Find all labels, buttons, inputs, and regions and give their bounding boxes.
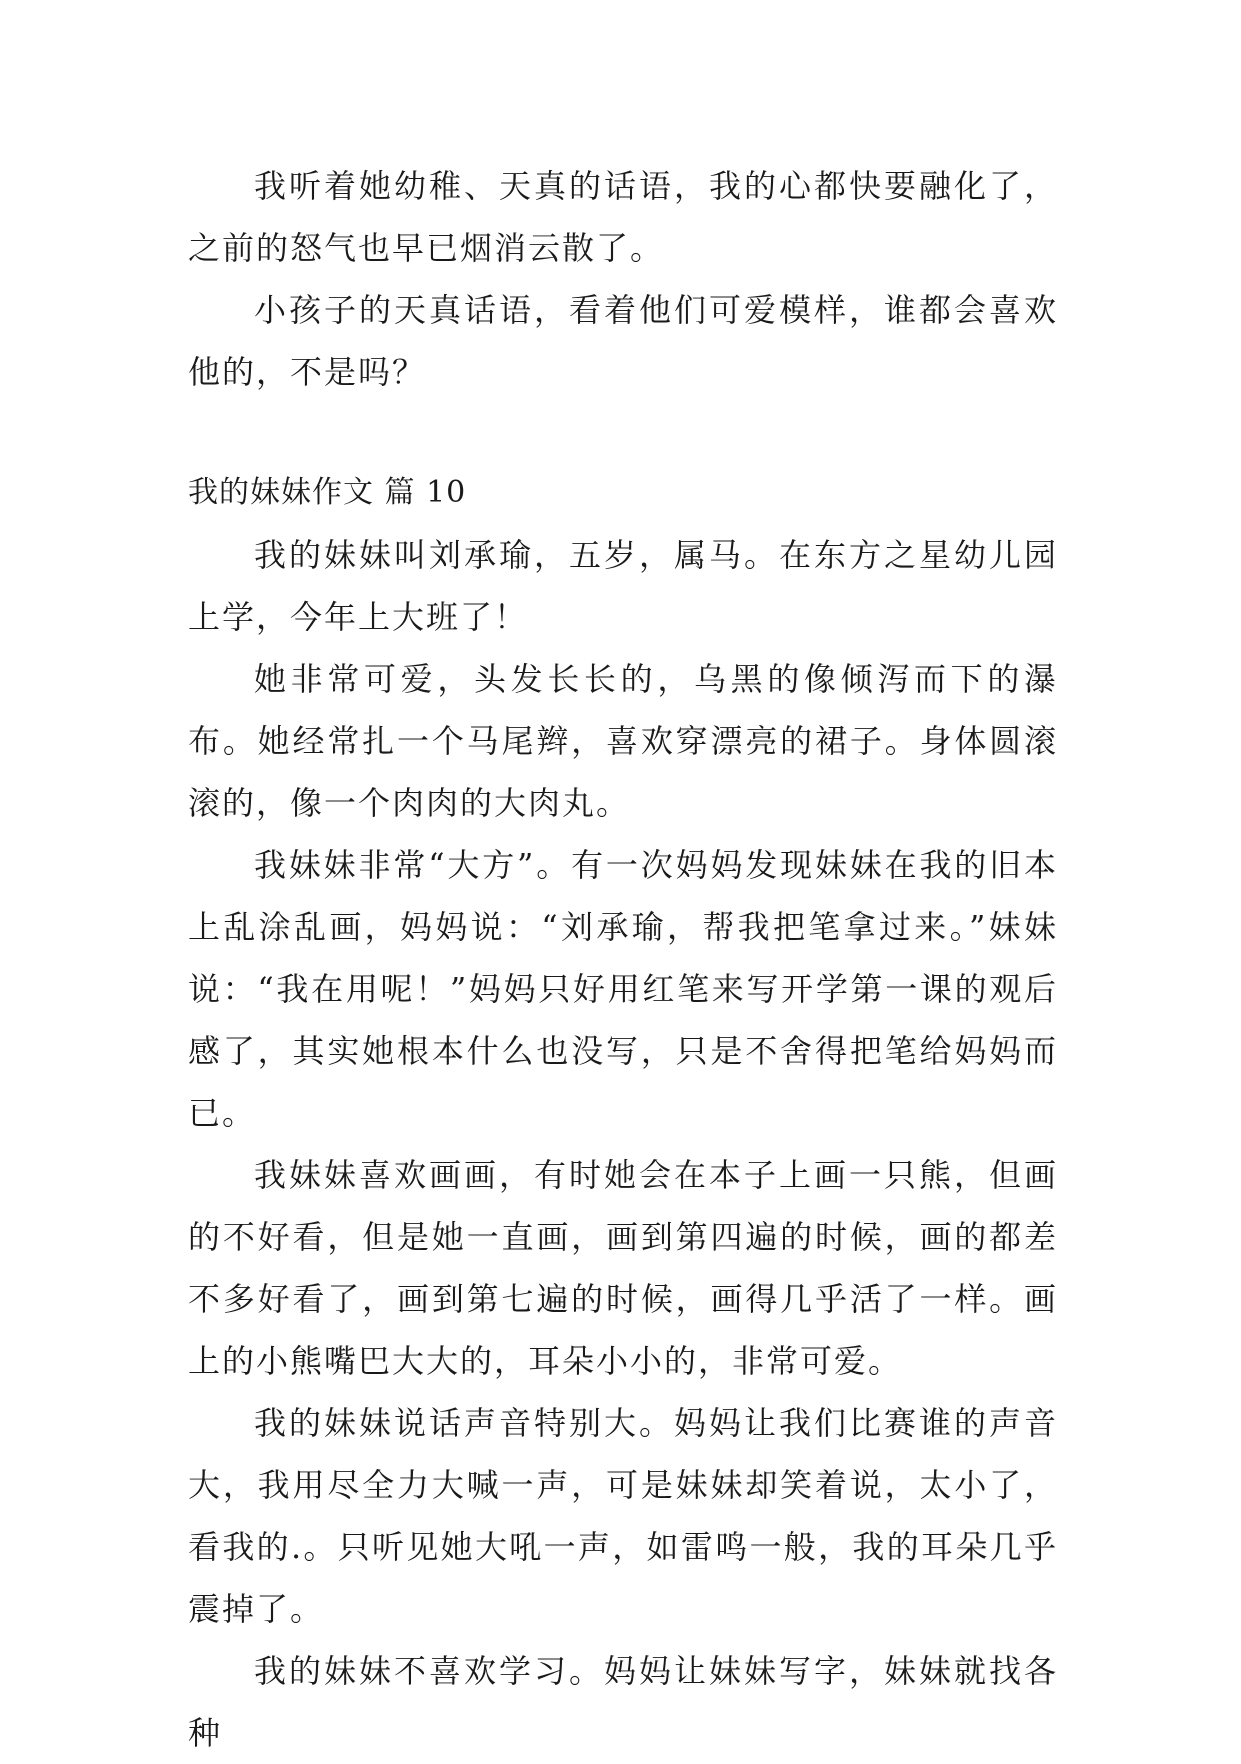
document-body	[188, 155, 1058, 1764]
paragraph-5: 我的妹妹说话声音特别大。妈妈让我们比赛谁的声音大，我用尽全力大喊一声，可是妹妹却笑着说，太小了，看我的.。只听见她大吼一声，如雷鸣一般，我的耳朵几乎震掉了。	[188, 1404, 1058, 1628]
section-title: 我的妹妹作文 篇 10	[188, 475, 467, 510]
paragraph-4: 我妹妹喜欢画画，有时她会在本子上画一只熊，但画的不好看，但是她一直画，画到第四遍的时候，画的都差不多好看了，画到第七遍的时候，画得几乎活了一样。画上的小熊嘴巴大大的，耳朵小小的，非常可爱。	[188, 1156, 1058, 1380]
paragraph-6: 我的妹妹不喜欢学习。妈妈让妹妹写字，妹妹就找各种	[188, 1652, 1058, 1752]
intro-paragraph-2: 小孩子的天真话语，看着他们可爱模样，谁都会喜欢他的，不是吗？	[188, 291, 1058, 391]
paragraph-3: 我妹妹非常“大方”。有一次妈妈发现妹妹在我的旧本上乱涂乱画，妈妈说：“刘承瑜，帮我把笔拿过来。”妹妹说：“我在用呢！”妈妈只好用红笔来写开学第一课的观后感了，其实她根本什么也没写，只是不舍得把笔给妈妈而已。	[188, 846, 1058, 1132]
paragraph-2: 她非常可爱，头发长长的，乌黑的像倾泻而下的瀑布。她经常扎一个马尾辫，喜欢穿漂亮的裙子。身体圆滚滚的，像一个肉肉的大肉丸。	[188, 660, 1058, 822]
paragraph-1: 我的妹妹叫刘承瑜，五岁，属马。在东方之星幼儿园上学，今年上大班了！	[188, 536, 1058, 636]
intro-paragraph-1: 我听着她幼稚、天真的话语，我的心都快要融化了，之前的怒气也早已烟消云散了。	[188, 167, 1058, 267]
